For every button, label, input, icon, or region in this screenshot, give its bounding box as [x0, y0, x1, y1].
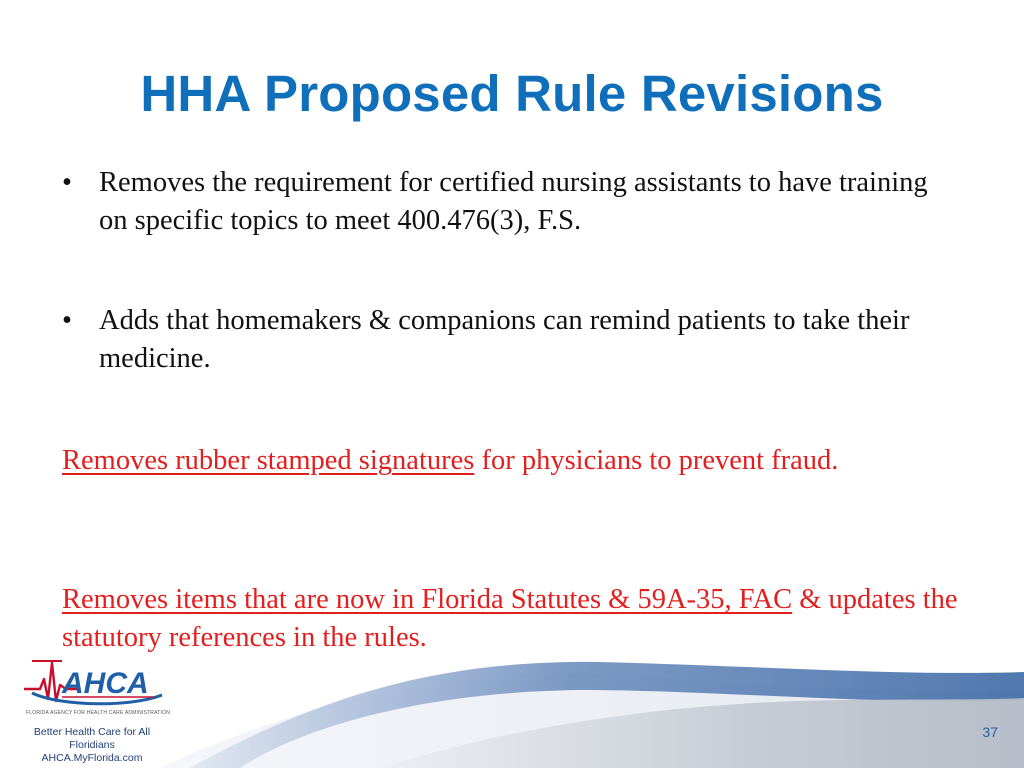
- bullet-symbol: •: [62, 167, 72, 198]
- bullet-item: [62, 302, 962, 378]
- bullet-list: [62, 164, 962, 378]
- footer-tagline: [12, 726, 172, 765]
- bullet-text: Adds that homemakers & companions can remind patients to take their medicine.: [99, 305, 910, 374]
- paragraph-text: & updates the statutory references in the rules.: [62, 584, 958, 653]
- tagline-text: Better Health Care for All Floridians: [33, 726, 151, 751]
- page-number: 37: [982, 724, 998, 740]
- underlined-text: Removes rubber stamped signatures: [62, 445, 475, 476]
- underlined-text: Removes items that are now in Florida Statutes & 59A-35, FAC: [62, 584, 793, 615]
- bullet-text: Removes the requirement for certified nursing assistants to have training on specific topics to meet 400.476(3), F.S.: [99, 167, 928, 236]
- paragraph-text: for physicians to prevent fraud.: [474, 445, 839, 476]
- highlight-paragraph: [62, 442, 962, 480]
- logo-text: AHCA: [62, 667, 149, 700]
- slide-title: HHA Proposed Rule Revisions: [140, 65, 884, 122]
- heartbeat-logo-icon: [22, 655, 172, 711]
- logo-subtext: FLORIDA AGENCY FOR HEALTH CARE ADMINISTRATION: [26, 710, 171, 716]
- highlight-paragraph: [62, 581, 962, 657]
- bullet-item: [62, 164, 962, 240]
- bullet-symbol: •: [62, 305, 72, 336]
- ahca-logo: [22, 655, 172, 716]
- website-text: AHCA.MyFlorida.com: [41, 752, 143, 764]
